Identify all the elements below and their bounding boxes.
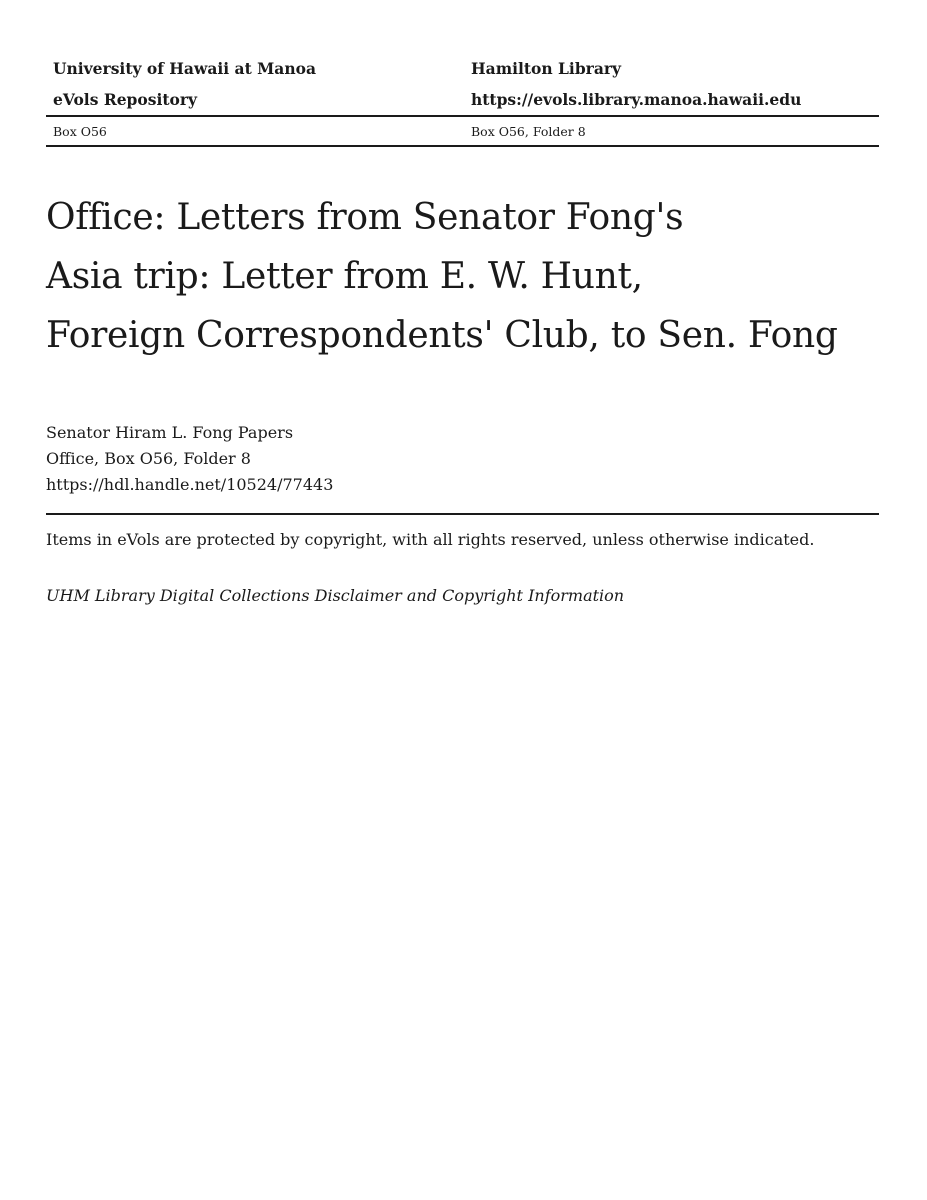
title-line-2: Asia trip: Letter from E. W. Hunt, (46, 256, 643, 297)
document-metadata (46, 420, 333, 498)
box-label-left: Box O56 (53, 123, 107, 139)
disclaimer-link[interactable]: UHM Library Digital Collections Disclaimer and Copyright Information (46, 586, 625, 605)
document-title (46, 188, 879, 365)
repository-name: eVols Repository (53, 90, 198, 109)
content-divider (46, 513, 879, 515)
repository-url: https://evols.library.manoa.hawaii.edu (471, 90, 802, 109)
collection-name: Senator Hiram L. Fong Papers (46, 423, 294, 442)
title-line-3: Foreign Correspondents' Club, to Sen. Fong (46, 315, 838, 356)
header (46, 53, 879, 147)
copyright-notice: Items in eVols are protected by copyright, with all rights reserved, unless otherwise indicated. (46, 530, 815, 549)
box-label-right: Box O56, Folder 8 (471, 123, 586, 139)
header-row-2 (46, 84, 879, 115)
folder-location: Office, Box O56, Folder 8 (46, 449, 251, 468)
institution-name: University of Hawaii at Manoa (53, 59, 316, 78)
handle-link[interactable]: https://hdl.handle.net/10524/77443 (46, 475, 334, 494)
library-name: Hamilton Library (471, 59, 622, 78)
header-divider-bottom (46, 145, 879, 147)
header-row-1 (46, 53, 879, 84)
box-row (46, 117, 879, 145)
title-line-1: Office: Letters from Senator Fong's (46, 197, 684, 238)
